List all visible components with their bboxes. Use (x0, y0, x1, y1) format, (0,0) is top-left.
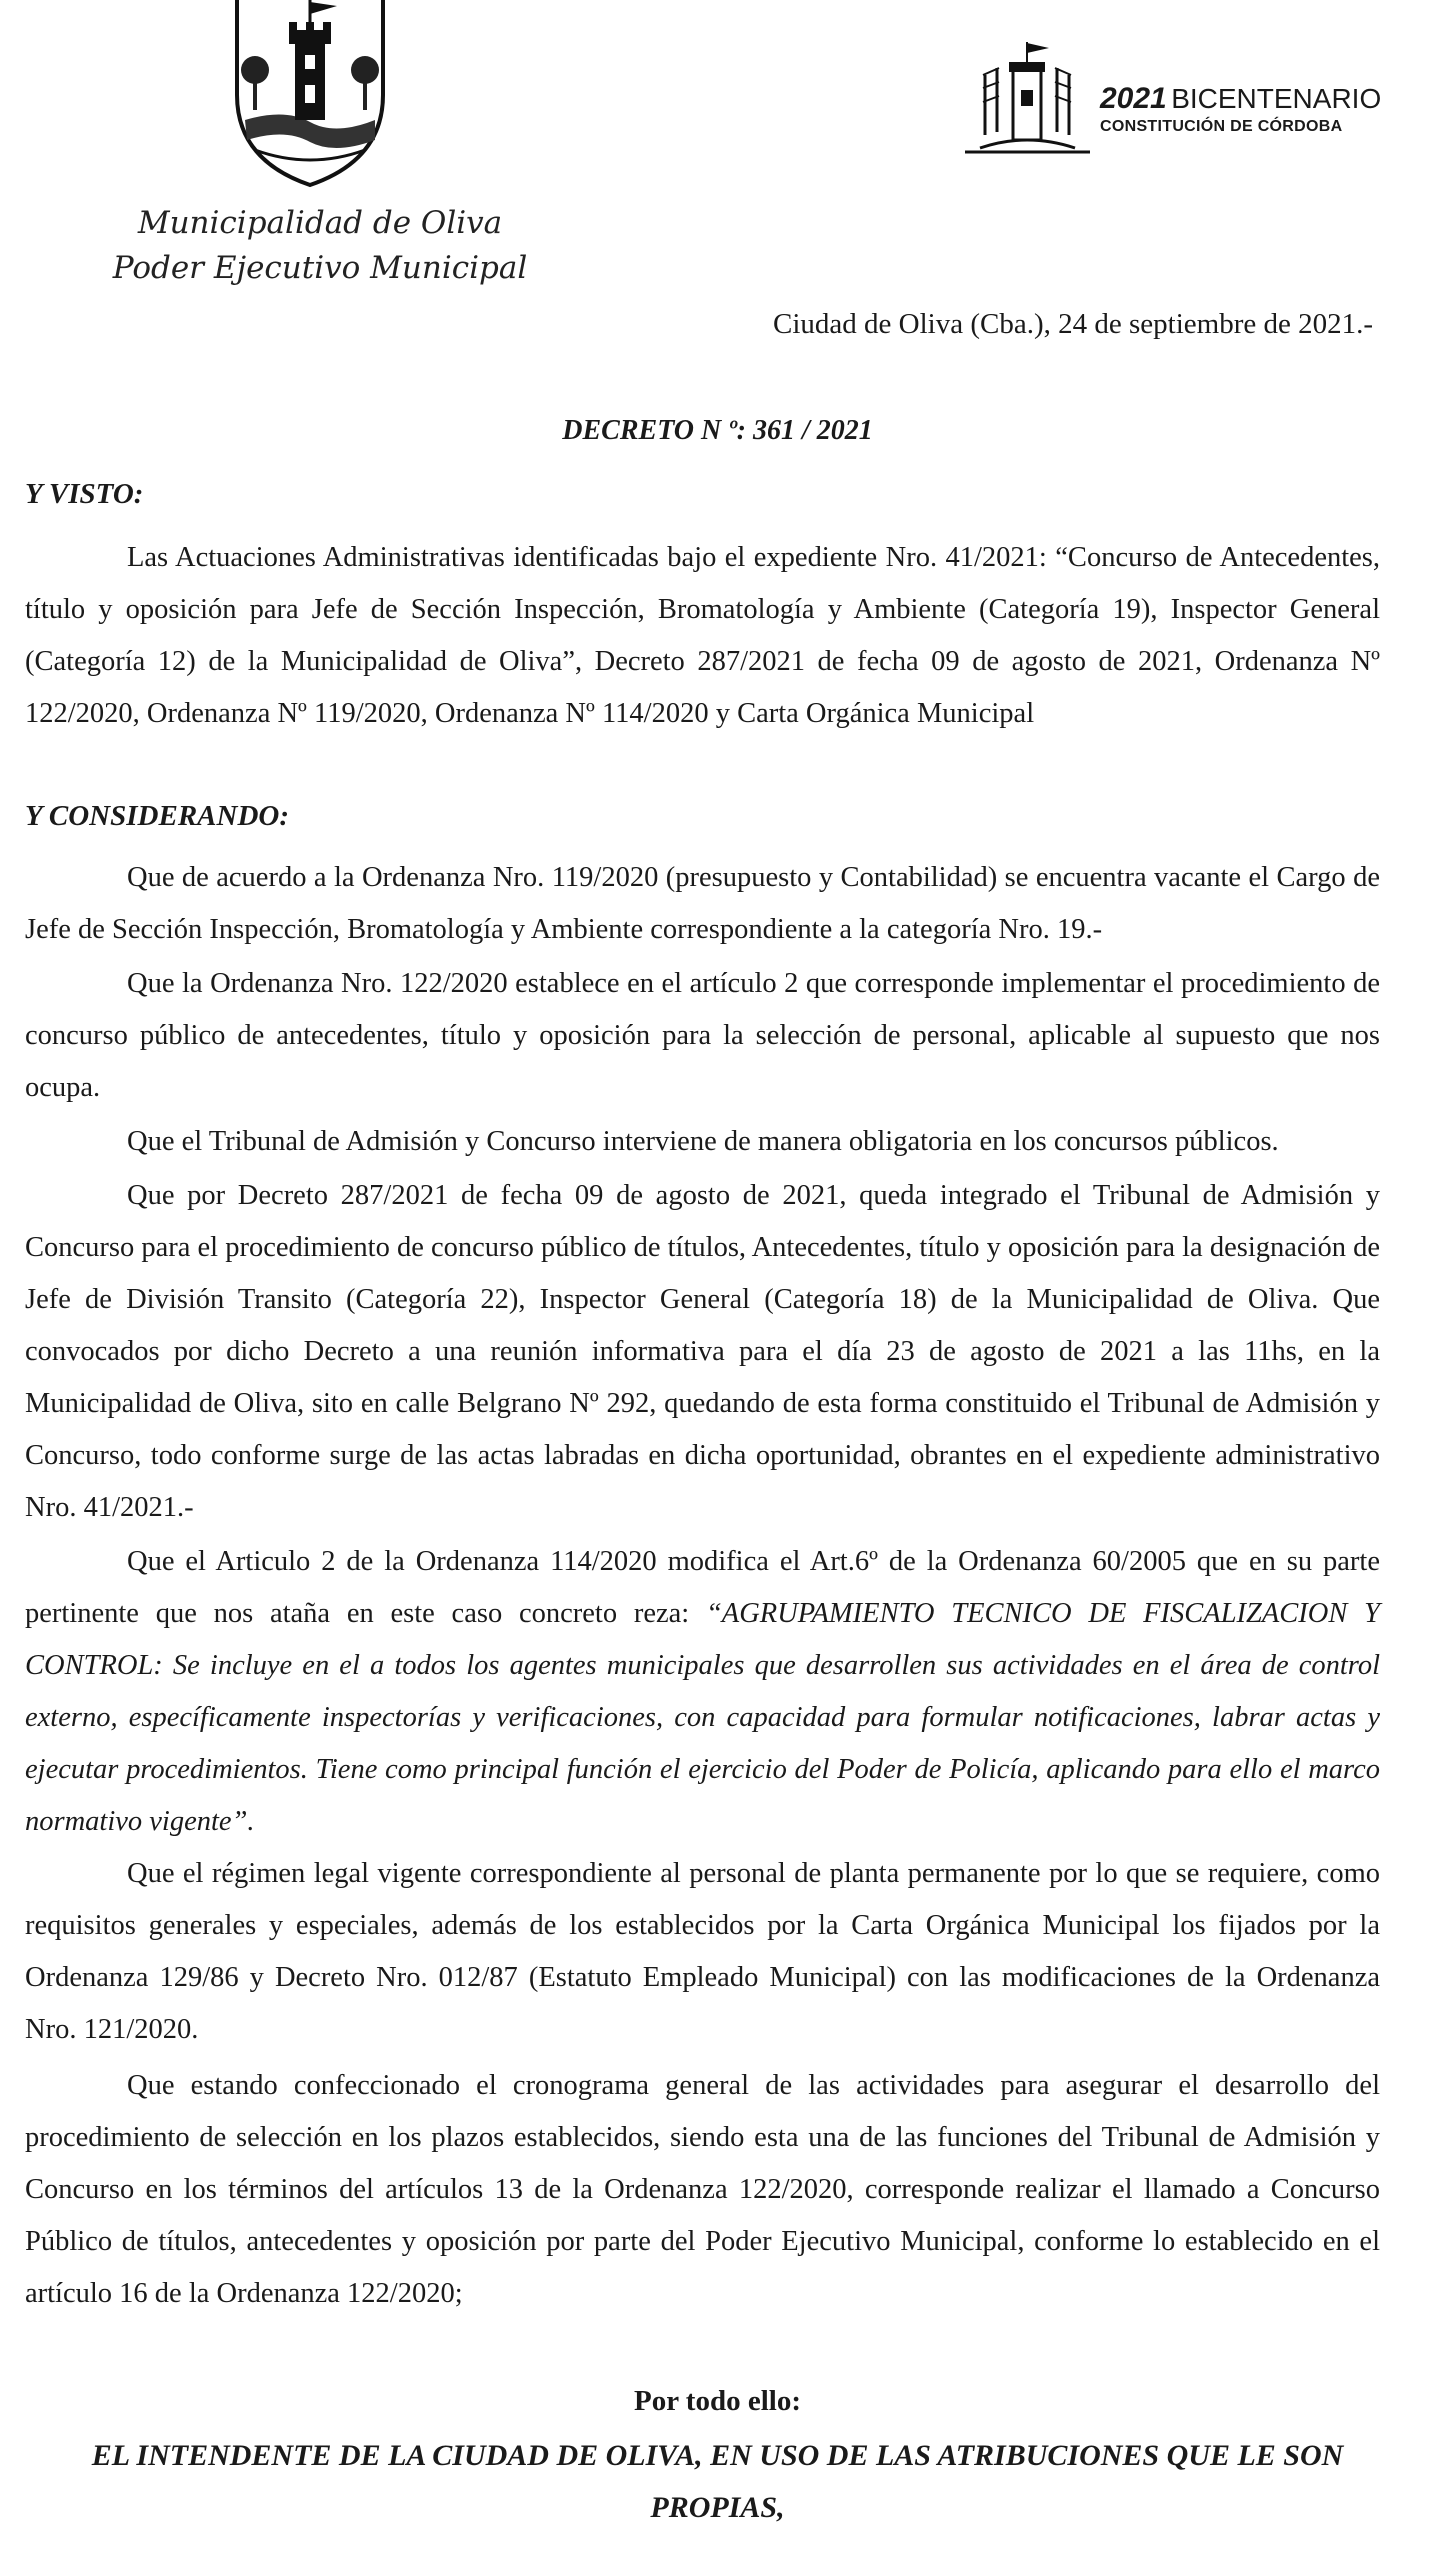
considerando-paragraph-1: Que de acuerdo a la Ordenanza Nro. 119/2020 (presupuesto y Contabilidad) se encuentra vacante el Cargo de Jefe de Sección Inspección, Bromatología y Ambiente correspondiente a la categoría Nro. 19.- (25, 862, 1380, 945)
paragraph-5-quote: “AGRUPAMIENTO TECNICO DE FISCALIZACION Y CONTROL: Se incluye en el a todos los agentes municipales que desarrollen sus actividades en el área de control externo, específicamente inspectorías y verificaciones, con capacidad para formular notificaciones, labrar actas y ejecutar procedimientos. Tiene como principal función el ejercicio del Poder de Policía, aplicando para ello el marco normativo vigente”. (25, 1598, 1380, 1837)
bicentenario-year: 2021 (1100, 82, 1167, 115)
intendente-line-2: PROPIAS, (650, 2491, 785, 2524)
executive-branch-name: Poder Ejecutivo Municipal (112, 250, 528, 286)
bicentenario-word: BICENTENARIO (1171, 83, 1382, 114)
intendente-line-1: EL INTENDENTE DE LA CIUDAD DE OLIVA, EN USO DE LAS ATRIBUCIONES QUE LE SON (91, 2439, 1344, 2472)
bicentenario-emblem-icon (965, 40, 1090, 160)
considerando-paragraph-6: Que el régimen legal vigente correspondiente al personal de planta permanente por lo que se requiere, como requisitos generales y especiales, además de los establecidos por la Carta Orgánica Municipal los fijados por la Ordenanza 129/86 y Decreto Nro. 012/87 (Estatuto Empleado Municipal) con las modificaciones de la Ordenanza Nro. 121/2020. (25, 1858, 1380, 2045)
paragraph-5-intro: Que el Articulo 2 de la Ordenanza 114/2020 modifica el Art.6º de la Ordenanza 60/2005 que en su parte pertinente que nos ataña en este caso concreto reza: (25, 1546, 1380, 1629)
considerando-paragraph-2: Que la Ordenanza Nro. 122/2020 establece en el artículo 2 que corresponde implementar el procedimiento de concurso público de antecedentes, título y oposición para la selección de personal, aplicable al supuesto que nos ocupa. (25, 968, 1380, 1103)
considerando-paragraph-7: Que estando confeccionado el cronograma general de las actividades para asegurar el desarrollo del procedimiento de selección en los plazos establecidos, siendo esta una de las funciones del Tribunal de Admisión y Concurso en los términos del artículos 13 de la Ordenanza 122/2020, corresponde realizar el llamado a Concurso Público de títulos, antecedentes y oposición por parte del Poder Ejecutivo Municipal, conforme lo establecido en el artículo 16 de la Ordenanza 122/2020; (25, 2070, 1380, 2309)
considerando-paragraph-3: Que el Tribunal de Admisión y Concurso interviene de manera obligatoria en los concursos públicos. (127, 1126, 1279, 1157)
visto-paragraph: Las Actuaciones Administrativas identificadas bajo el expediente Nro. 41/2021: “Concurso de Antecedentes, título y oposición para Jefe de Sección Inspección, Bromatología y Ambiente (Categoría 19), Inspector General (Categoría 12) de la Municipalidad de Oliva”, Decreto 287/2021 de fecha 09 de agosto de 2021, Ordenanza Nº 122/2020, Ordenanza Nº 119/2020, Ordenanza Nº 114/2020 y Carta Orgánica Municipal (25, 542, 1380, 729)
visto-heading: Y VISTO: (25, 478, 144, 510)
considerando-paragraph-5 (25, 1536, 1380, 1848)
municipal-crest-logo (225, 0, 395, 190)
considerando-paragraph-4: Que por Decreto 287/2021 de fecha 09 de agosto de 2021, queda integrado el Tribunal de Admisión y Concurso para el procedimiento de concurso público de títulos, Antecedentes, título y oposición para la designación de Jefe de División Transito (Categoría 22), Inspector General (Categoría 18) de la Municipalidad de Oliva. Que convocados por dicho Decreto a una reunión informativa para el día 23 de agosto de 2021 a las 11hs, en la Municipalidad de Oliva, sito en calle Belgrano Nº 292, quedando de esta forma constituido el Tribunal de Admisión y Concurso, todo conforme surge de las actas labradas en dicha oportunidad, obrantes en el expediente administrativo Nro. 41/2021.- (25, 1180, 1380, 1523)
municipality-name: Municipalidad de Oliva (137, 205, 503, 241)
bicentenario-subtitle: CONSTITUCIÓN DE CÓRDOBA (1100, 118, 1343, 135)
por-todo-ello: Por todo ello: (634, 2385, 801, 2417)
place-and-date: Ciudad de Oliva (Cba.), 24 de septiembre de 2021.- (773, 308, 1373, 340)
considerando-heading: Y CONSIDERANDO: (25, 800, 289, 832)
bicentenario-logo (965, 40, 1385, 160)
decree-title: DECRETO N º: 361 / 2021 (562, 415, 873, 446)
